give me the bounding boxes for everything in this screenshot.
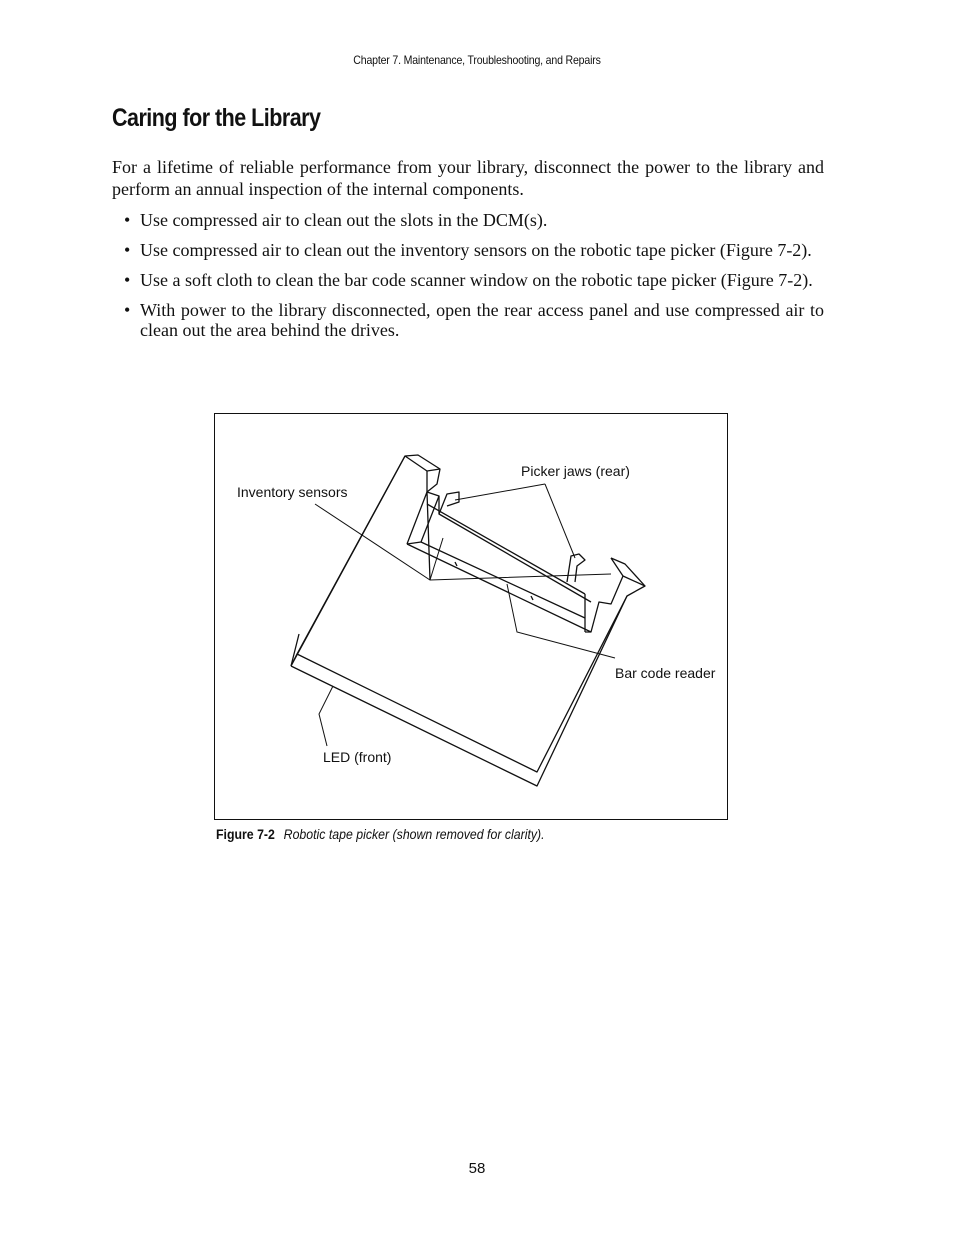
sensor-leader-branch — [430, 538, 443, 580]
section-title: Caring for the Library — [112, 104, 321, 132]
bullet-icon: • — [124, 270, 131, 290]
list-item-text: Use compressed air to clean out the inventory sensors on the robotic tape picker (Figure 7-2). — [140, 240, 812, 260]
robotic-picker-illustration — [215, 414, 729, 821]
sensor-mark — [531, 596, 533, 600]
figure-caption — [216, 826, 545, 842]
right-post-side — [585, 576, 623, 632]
callout-picker-jaws: Picker jaws (rear) — [521, 463, 630, 479]
carriage-left-end — [407, 492, 439, 544]
list-item — [112, 240, 824, 260]
list-item — [112, 270, 824, 290]
bullet-icon: • — [124, 300, 131, 320]
list-item-text: Use a soft cloth to clean the bar code scanner window on the robotic tape picker (Figure 7-2). — [140, 270, 813, 290]
figure-caption-text: Robotic tape picker (shown removed for clarity). — [283, 826, 545, 842]
running-head: Chapter 7. Maintenance, Troubleshooting, and Repairs — [353, 53, 601, 67]
carriage-inner-edge — [427, 504, 585, 594]
carriage-bottom-front — [407, 544, 591, 632]
jaw-leader-left — [455, 484, 545, 500]
bullet-icon: • — [124, 210, 131, 230]
callout-inventory-sensors: Inventory sensors — [237, 484, 348, 500]
list-item — [112, 210, 824, 230]
jaw-leader-right — [545, 484, 575, 558]
list-item-text: Use compressed air to clean out the slots in the DCM(s). — [140, 210, 548, 230]
list-item-text: With power to the library disconnected, open the rear access panel and use compressed air to clean out the area behind the drives. — [140, 300, 824, 340]
rear-jaw-left — [439, 492, 459, 514]
callout-led: LED (front) — [323, 749, 392, 765]
led-leader — [319, 686, 333, 746]
callout-bar-code-reader: Bar code reader — [615, 665, 716, 681]
list-item — [112, 300, 824, 340]
sensor-leader — [315, 504, 611, 580]
intro-paragraph: For a lifetime of reliable performance from your library, disconnect the power to the library and perform an annual inspection of the internal components. — [112, 157, 824, 199]
sensor-mark — [455, 562, 457, 566]
plate-top-front-edge — [291, 596, 627, 772]
figure-number: Figure 7-2 — [216, 826, 275, 842]
cleaning-steps-list — [112, 210, 824, 350]
rear-jaw-right — [567, 554, 585, 582]
plate-corner-edge — [291, 634, 299, 666]
right-post-top — [611, 558, 645, 586]
bar-code-leader — [507, 584, 615, 658]
bullet-icon: • — [124, 240, 131, 260]
page-number: 58 — [468, 1160, 486, 1177]
figure-frame — [214, 413, 728, 820]
